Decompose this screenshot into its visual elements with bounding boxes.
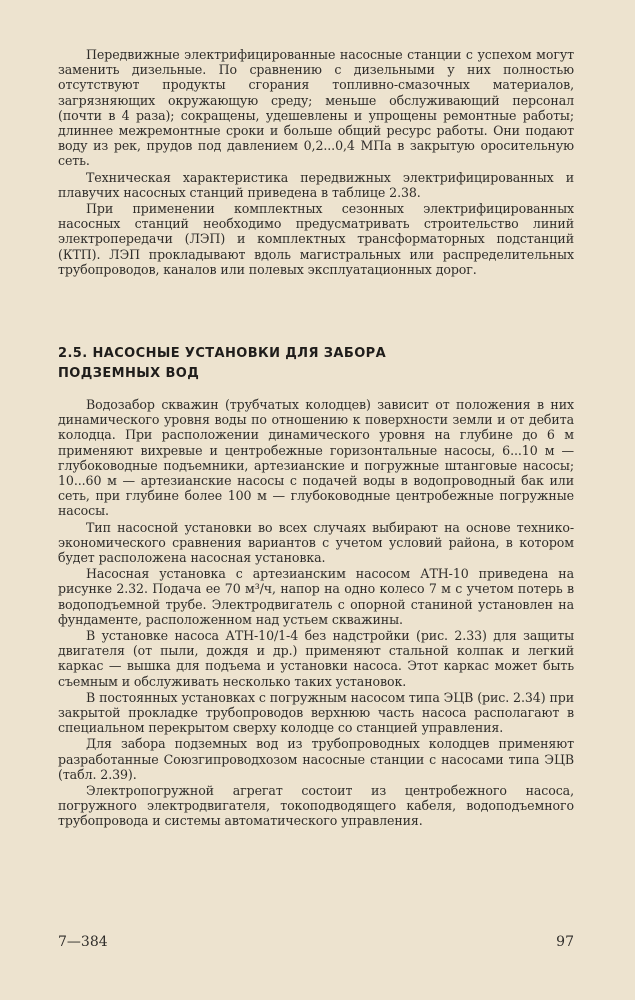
paragraph: В постоянных установках с погружным насосом типа ЭЦВ (рис. 2.34) при закрытой прокладке трубопроводов верхнюю часть насоса располагают в специальном перекрытом сверху колодце со станцией управления. (58, 689, 574, 736)
heading-line-1: 2.5. НАСОСНЫЕ УСТАНОВКИ ДЛЯ ЗАБОРА (58, 346, 387, 361)
paragraph: Передвижные электрифицированные насосные станции с успехом могут заменить дизельные. По сравнению с дизельными у них полностью отсутствуют продукты сгорания топливно-смазочных материалов, загрязняющих окружающую среду; меньше обслуживающий персонал (почти в 4 раза); сокращены, удешевлены и упрощены ремонтные работы; длиннее межремонтные сроки и больше общий ресурс работы. Они подают воду из рек, прудов под давлением 0,2...0,4 МПа в закрытую оросительную сеть. (58, 47, 574, 169)
heading-line-2: ПОДЗЕМНЫХ ВОД (58, 366, 200, 381)
paragraph: Водозабор скважин (трубчатых колодцев) зависит от положения в них динамического уровня воды по отношению к поверхности земли и от дебита колодца. При расположении динамического уровня на глубине до 6 м применяют вихревые и центробежные горизонтальные насосы, 6...10 м — глубоководные подъемники, артезианские и погружные штанговые насосы; 10...60 м — артезианские насосы с подачей воды в водопроводный бак или сеть, при глубине более 100 м — глубоководные центробежные погружные насосы. (58, 397, 574, 519)
paragraph: В установке насоса АТН-10/1-4 без надстройки (рис. 2.33) для защиты двигателя (от пыли, дождя и др.) применяют стальной колпак и легкий каркас — вышка для подъема и установки насоса. Этот каркас может быть съемным и обслуживать несколько таких установок. (58, 628, 574, 689)
section-heading (58, 344, 574, 384)
paragraph: Насосная установка с артезианским насосом АТН-10 приведена на рисунке 2.32. Подача ее 70 м³/ч, напор на одно колесо 7 м с учетом потерь в водоподъемной трубе. Электродвигатель с опорной станиной установлен на фундаменте, расположенном над устьем скважины. (58, 566, 574, 627)
intro-section (58, 47, 574, 278)
paragraph: Техническая характеристика передвижных электрифицированных и плавучих насосных станций приведена в таблице 2.38. (58, 169, 574, 200)
paragraph: Для забора подземных вод из трубопроводных колодцев применяют разработанные Союзгипроводхозом насосные станции с насосами типа ЭЦВ (табл. 2.39). (58, 736, 574, 782)
page-number: 97 (556, 934, 574, 950)
printer-signature: 7—384 (58, 934, 108, 950)
groundwater-section (58, 397, 574, 830)
paragraph: При применении комплектных сезонных электрифицированных насосных станций необходимо предусматривать строительство линий электропередачи (ЛЭП) и комплектных трансформаторных подстанций (КТП). ЛЭП прокладывают вдоль магистральных или распределительных трубопроводов, каналов или полевых эксплуатационных дорог. (58, 201, 574, 277)
paragraph: Тип насосной установки во всех случаях выбирают на основе технико-экономического сравнения вариантов с учетом условий района, в котором будет расположена насосная установка. (58, 519, 574, 566)
paragraph: Электропогружной агрегат состоит из центробежного насоса, погружного электродвигателя, токоподводящего кабеля, водоподъемного трубопровода и системы автоматического управления. (58, 783, 574, 829)
